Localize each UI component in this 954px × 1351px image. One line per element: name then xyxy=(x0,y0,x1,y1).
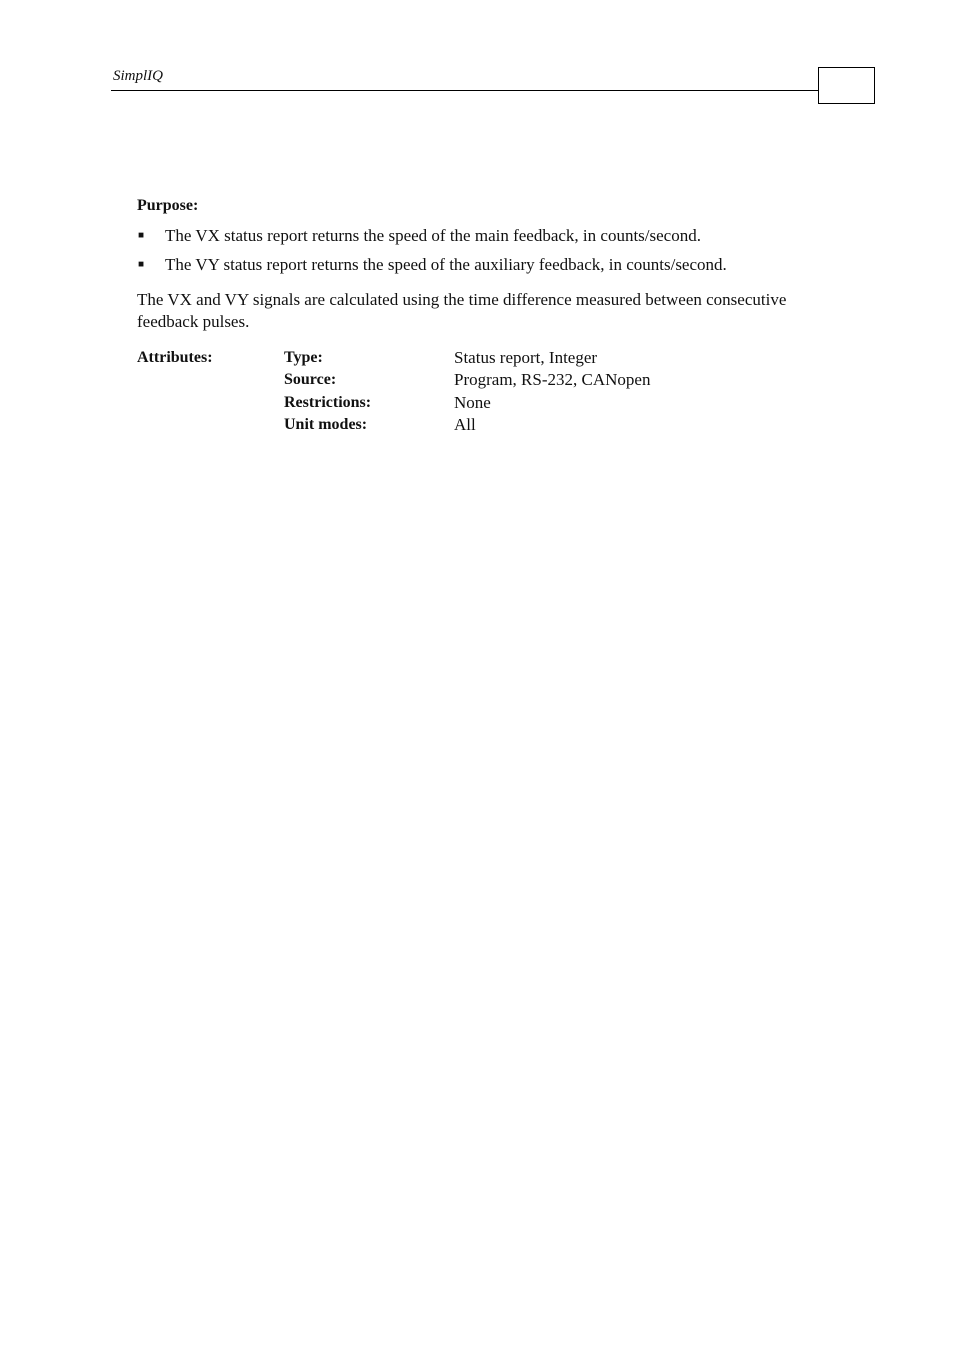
purpose-paragraph: The VX and VY signals are calculated using the time difference measured between consecutive feedback pulses. xyxy=(137,290,787,331)
attribute-value: Program, RS-232, CANopen xyxy=(454,370,651,390)
attributes-table xyxy=(284,347,650,436)
purpose-bullet-item xyxy=(137,226,727,255)
attribute-row-restrictions xyxy=(284,392,650,414)
attributes-label: Attributes: xyxy=(137,349,213,366)
attribute-key: Restrictions: xyxy=(284,393,372,411)
square-bullet-icon: ■ xyxy=(138,230,145,241)
attribute-value: None xyxy=(454,392,491,412)
attribute-row-type xyxy=(284,347,650,369)
attribute-row-unit-modes xyxy=(284,414,650,436)
purpose-bullet-text: The VX status report returns the speed of the main feedback, in counts/second. xyxy=(165,226,701,245)
attribute-row-source xyxy=(284,369,650,391)
purpose-bullet-item xyxy=(137,255,727,284)
header-rule xyxy=(111,90,819,91)
attribute-key: Unit modes: xyxy=(284,415,368,433)
attribute-key: Type: xyxy=(284,349,323,366)
purpose-bullet-list xyxy=(137,226,727,284)
attribute-value: All xyxy=(454,414,476,434)
page-number-box xyxy=(818,67,875,104)
attribute-value: Status report, Integer xyxy=(454,348,598,367)
purpose-bullet-text: The VY status report returns the speed of the auxiliary feedback, in counts/second. xyxy=(165,255,727,274)
header-brand: SimplIQ xyxy=(113,68,163,84)
purpose-label: Purpose: xyxy=(137,197,199,214)
square-bullet-icon: ■ xyxy=(138,259,145,270)
attribute-key: Source: xyxy=(284,371,337,389)
